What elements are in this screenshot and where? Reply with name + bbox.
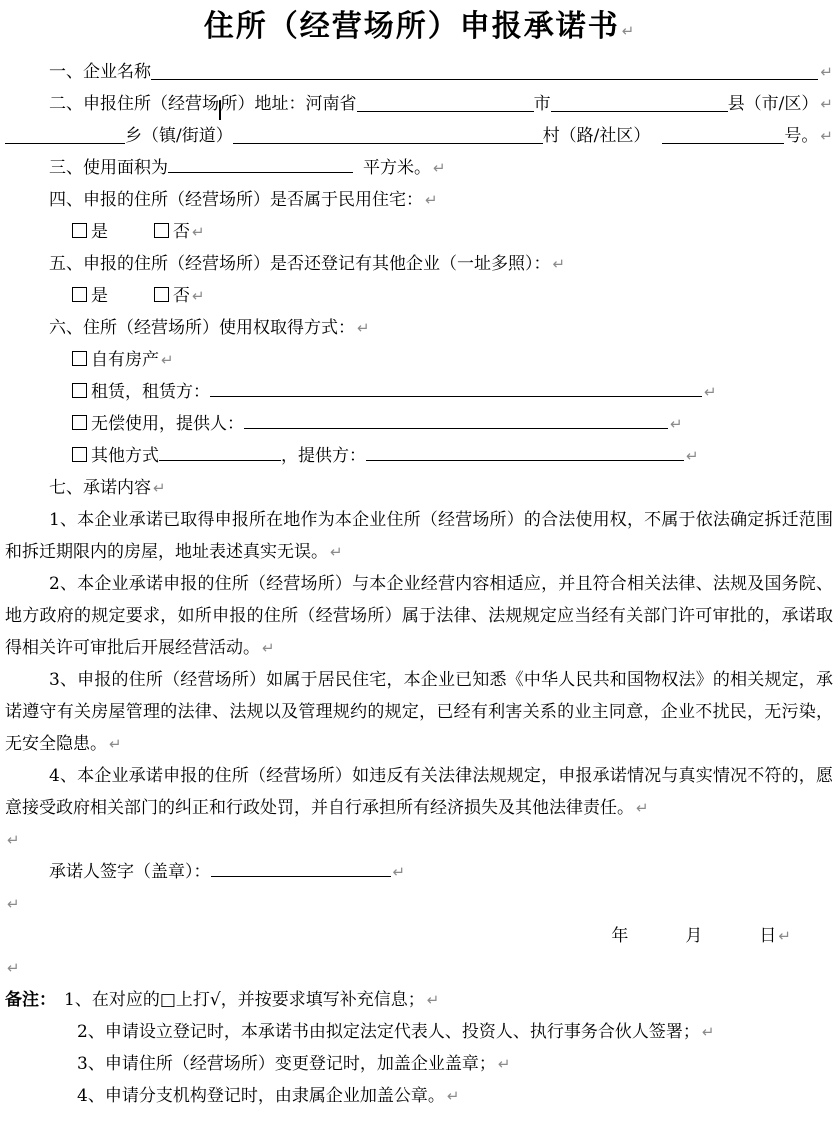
commitment-text: 3、申报的住所（经营场所）如属于居民住宅，本企业已知悉《中华人民共和国物权法》的相关规定，承诺遵守有关房屋管理的法律、法规以及管理规约的规定，已经有利害关系的业主同意，企业不扰民，无污染，无安全隐患。: [5, 670, 833, 754]
notes-heading: 备注：: [5, 990, 56, 1010]
commitment-text: 2、本企业承诺申报的住所（经营场所）与本企业经营内容相适应，并且符合相关法律、法规及国务院、地方政府的规定要求，如所申报的住所（经营场所）属于法律、法规规定应当经有关部门许可审批的，承诺取得相关许可审批后开展经营活动。: [5, 574, 833, 658]
checkbox-other-method[interactable]: [72, 447, 87, 462]
paragraph-mark-icon: ↵: [446, 1087, 460, 1105]
township-name-field[interactable]: [5, 129, 125, 144]
day-label: [759, 920, 791, 952]
line-note-3: [5, 1048, 833, 1080]
township-label: 乡（镇/街道）: [125, 126, 233, 146]
owned-property-label: 自有房产: [91, 350, 159, 370]
paragraph-mark-icon: ↵: [153, 479, 166, 497]
paragraph-mark-icon: ↵: [7, 895, 20, 913]
line-address-2: [5, 120, 833, 152]
street-number-field[interactable]: [662, 129, 784, 144]
paragraph-mark-icon: ↵: [552, 255, 566, 273]
signature-field[interactable]: [211, 862, 391, 877]
paragraph-mark-icon: ↵: [820, 63, 833, 81]
commitment-paragraph-2: [5, 568, 833, 664]
city-name-field[interactable]: [357, 97, 534, 112]
paragraph-mark-icon: ↵: [425, 191, 438, 209]
line-signature: [5, 856, 833, 888]
note-text: 2、申请设立登记时，本承诺书由拟定法定代表人、投资人、执行事务合伙人签署；: [77, 1022, 700, 1042]
checkbox-owned-property[interactable]: [72, 351, 87, 366]
line-item-5-options: [5, 280, 833, 312]
line-note-2: [5, 1016, 833, 1048]
village-label: 村（路/社区）: [542, 126, 651, 146]
other-provider-label: ，提供方：: [281, 446, 366, 466]
company-name-label: 一、企业名称: [49, 62, 151, 82]
day-text: 日: [759, 926, 777, 946]
area-unit-label: 平方米。: [363, 158, 431, 178]
document-title: 住所（经营场所）申报承诺书: [203, 9, 620, 44]
paragraph-mark-icon: ↵: [820, 95, 833, 113]
area-size-label: 三、使用面积为: [49, 158, 168, 178]
paragraph-mark-icon: ↵: [426, 991, 440, 1009]
paragraph-mark-icon: ↵: [497, 1055, 511, 1073]
line-area-size: [5, 152, 833, 184]
signature-label: 承诺人签字（盖章）：: [49, 862, 211, 882]
line-item-4-options: [5, 216, 833, 248]
other-provider-field[interactable]: [366, 446, 684, 461]
line-item-5: [5, 248, 833, 280]
line-item-4: [5, 184, 833, 216]
area-size-field[interactable]: [168, 158, 353, 173]
line-date: [5, 920, 833, 952]
line-note-4: [5, 1080, 833, 1112]
paragraph-mark-icon: ↵: [357, 319, 370, 337]
note-text: 1、在对应的□上打√，并按要求填写补充信息；: [64, 990, 425, 1010]
commitment-text: 1、本企业承诺已取得申报所在地作为本企业住所（经营场所）的合法使用权，不属于依法确定拆迁范围和拆迁期限内的房屋，地址表述真实无误。: [5, 510, 833, 562]
paragraph-mark-icon: ↵: [778, 927, 791, 945]
city-label: 市: [533, 94, 551, 114]
checkbox-residential-yes[interactable]: [72, 223, 87, 238]
note-text: 3、申请住所（经营场所）变更登记时，加盖企业盖章；: [77, 1054, 496, 1074]
paragraph-mark-icon: ↵: [192, 223, 205, 241]
line-company-name: [5, 56, 833, 88]
company-name-field[interactable]: [151, 65, 818, 80]
paragraph-mark-icon: ↵: [109, 735, 122, 753]
empty-line: [5, 952, 833, 984]
paragraph-mark-icon: ↵: [670, 415, 683, 433]
no-label: 否: [173, 222, 190, 242]
line-item-7: [5, 472, 833, 504]
line-option-lease: [5, 376, 833, 408]
address-label-part1: 二、申报住所（经营场: [49, 94, 219, 114]
commitment-paragraph-3: [5, 664, 833, 760]
line-option-free-use: [5, 408, 833, 440]
paragraph-mark-icon: ↵: [392, 863, 406, 881]
paragraph-mark-icon: ↵: [262, 639, 275, 657]
multi-license-question-label: 五、申报的住所（经营场所）是否还登记有其他企业（一址多照）：: [49, 254, 551, 274]
residential-question-label: 四、申报的住所（经营场所）是否属于民用住宅：: [49, 190, 423, 210]
free-use-label: 无偿使用，提供人：: [91, 414, 244, 434]
yes-label: 是: [91, 222, 108, 242]
paragraph-mark-icon: ↵: [820, 127, 833, 145]
line-item-6: [5, 312, 833, 344]
line-address-1: [5, 88, 833, 120]
line-option-owned: [5, 344, 833, 376]
lessor-name-field[interactable]: [210, 382, 702, 397]
other-method-field[interactable]: [159, 446, 281, 461]
note-text: 4、申请分支机构登记时，由隶属企业加盖公章。: [77, 1086, 445, 1106]
paragraph-mark-icon: ↵: [192, 287, 205, 305]
paragraph-mark-icon: ↵: [330, 543, 343, 561]
paragraph-mark-icon: ↵: [7, 959, 20, 977]
county-label: 县（市/区）: [727, 94, 819, 114]
line-note-1: [5, 984, 833, 1016]
checkbox-multi-license-no[interactable]: [154, 287, 169, 302]
commitment-paragraph-4: [5, 760, 833, 824]
paragraph-mark-icon: ↵: [704, 383, 717, 401]
year-label: 年: [611, 926, 629, 946]
checkbox-multi-license-yes[interactable]: [72, 287, 87, 302]
address-label-part2: 所）地址：河南省: [220, 94, 357, 114]
title-row: [5, 2, 833, 56]
county-name-field[interactable]: [551, 97, 728, 112]
village-name-field[interactable]: [233, 129, 543, 144]
checkbox-lease[interactable]: [72, 383, 87, 398]
checkbox-free-use[interactable]: [72, 415, 87, 430]
yes-label: 是: [91, 286, 108, 306]
checkbox-residential-no[interactable]: [154, 223, 169, 238]
empty-line: [5, 888, 833, 920]
empty-line: [5, 824, 833, 856]
provider-name-field[interactable]: [244, 414, 668, 429]
line-option-other: [5, 440, 833, 472]
other-method-label: 其他方式: [91, 446, 159, 466]
number-label: 号。: [784, 126, 819, 146]
lease-label: 租赁，租赁方：: [91, 382, 210, 402]
paragraph-mark-icon: ↵: [161, 351, 174, 369]
paragraph-mark-icon: ↵: [7, 831, 20, 849]
usage-right-label: 六、住所（经营场所）使用权取得方式：: [49, 318, 355, 338]
no-label: 否: [173, 286, 190, 306]
paragraph-mark-icon: ↵: [686, 447, 699, 465]
paragraph-mark-icon: ↵: [701, 1023, 715, 1041]
paragraph-mark-icon: ↵: [636, 799, 649, 817]
commitment-paragraph-1: [5, 504, 833, 568]
month-label: 月: [685, 926, 703, 946]
paragraph-mark-icon: ↵: [433, 159, 446, 177]
commitment-text: 4、本企业承诺申报的住所（经营场所）如违反有关法律法规规定，申报承诺情况与真实情况不符的，愿意接受政府相关部门的纠正和行政处罚，并自行承担所有经济损失及其他法律责任。: [5, 766, 833, 818]
paragraph-mark-icon: ↵: [621, 22, 635, 40]
commitment-heading: 七、承诺内容: [49, 478, 151, 498]
